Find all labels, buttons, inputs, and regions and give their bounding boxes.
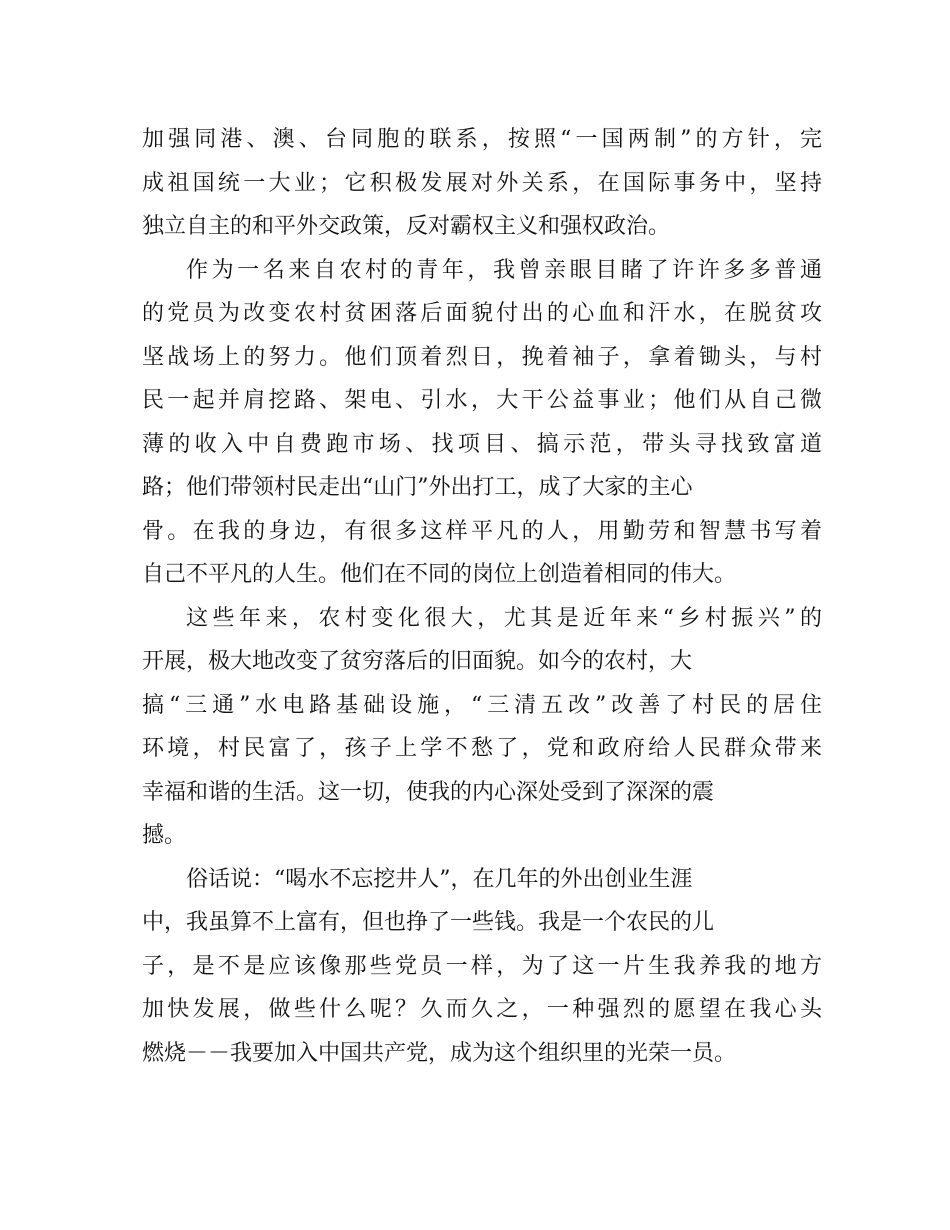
text-line: 加快发展，做些什么呢？久而久之，一种强烈的愿望在我心头 bbox=[142, 997, 822, 1022]
text-line: 自己不平凡的人生。他们在不同的岗位上创造着相同的伟大。 bbox=[142, 562, 737, 587]
text-line: 独立自主的和平外交政策，反对霸权主义和强权政治。 bbox=[142, 214, 671, 239]
paragraph-2 bbox=[142, 249, 822, 597]
text-line: 俗话说：“喝水不忘挖井人”，在几年的外出创业生涯 bbox=[186, 866, 693, 892]
text-line: 骨。在我的身边，有很多这样平凡的人，用勤劳和智慧书写着 bbox=[142, 518, 822, 544]
paragraph-1 bbox=[142, 118, 822, 249]
text-line: 开展，极大地改变了贫穷落后的旧面貌。如今的农村，大 bbox=[142, 649, 693, 674]
text-line: 撼。 bbox=[142, 823, 187, 848]
text-line: 成祖国统一大业；它积极发展对外关系，在国际事务中，坚持 bbox=[142, 170, 822, 196]
text-line: 环境，村民富了，孩子上学不愁了，党和政府给人民群众带来 bbox=[142, 736, 822, 761]
text-line: 这些年来，农村变化很大，尤其是近年来“乡村振兴”的 bbox=[186, 605, 822, 631]
text-line: 路；他们带领村民走出“山门”外出打工，成了大家的主心 bbox=[142, 475, 693, 500]
document-body bbox=[142, 118, 822, 1075]
text-line: 民一起并肩挖路、架电、引水，大干公益事业；他们从自己微 bbox=[142, 388, 822, 413]
text-line: 作为一名来自农村的青年，我曾亲眼目睹了许许多多普通 bbox=[186, 257, 822, 283]
paragraph-3 bbox=[142, 597, 822, 858]
text-line: 加强同港、澳、台同胞的联系，按照“一国两制”的方针，完 bbox=[142, 127, 822, 152]
text-line: 的党员为改变农村贫困落后面貌付出的心血和汗水，在脱贫攻 bbox=[142, 301, 822, 326]
text-line: 中，我虽算不上富有，但也挣了一些钱。我是一个农民的儿 bbox=[142, 910, 715, 935]
text-line: 子，是不是应该像那些党员一样，为了这一片生我养我的地方 bbox=[142, 953, 822, 979]
text-line: 燃烧－－我要加入中国共产党，成为这个组织里的光荣一员。 bbox=[142, 1040, 737, 1066]
text-line: 幸福和谐的生活。这一切，使我的内心深处受到了深深的震 bbox=[142, 779, 715, 805]
paragraph-4 bbox=[142, 858, 822, 1076]
text-line: 薄的收入中自费跑市场、找项目、搞示范，带头寻找致富道 bbox=[142, 431, 822, 457]
text-line: 坚战场上的努力。他们顶着烈日，挽着袖子，拿着锄头，与村 bbox=[142, 344, 822, 370]
text-line: 搞“三通”水电路基础设施，“三清五改”改善了村民的居住 bbox=[142, 692, 822, 718]
